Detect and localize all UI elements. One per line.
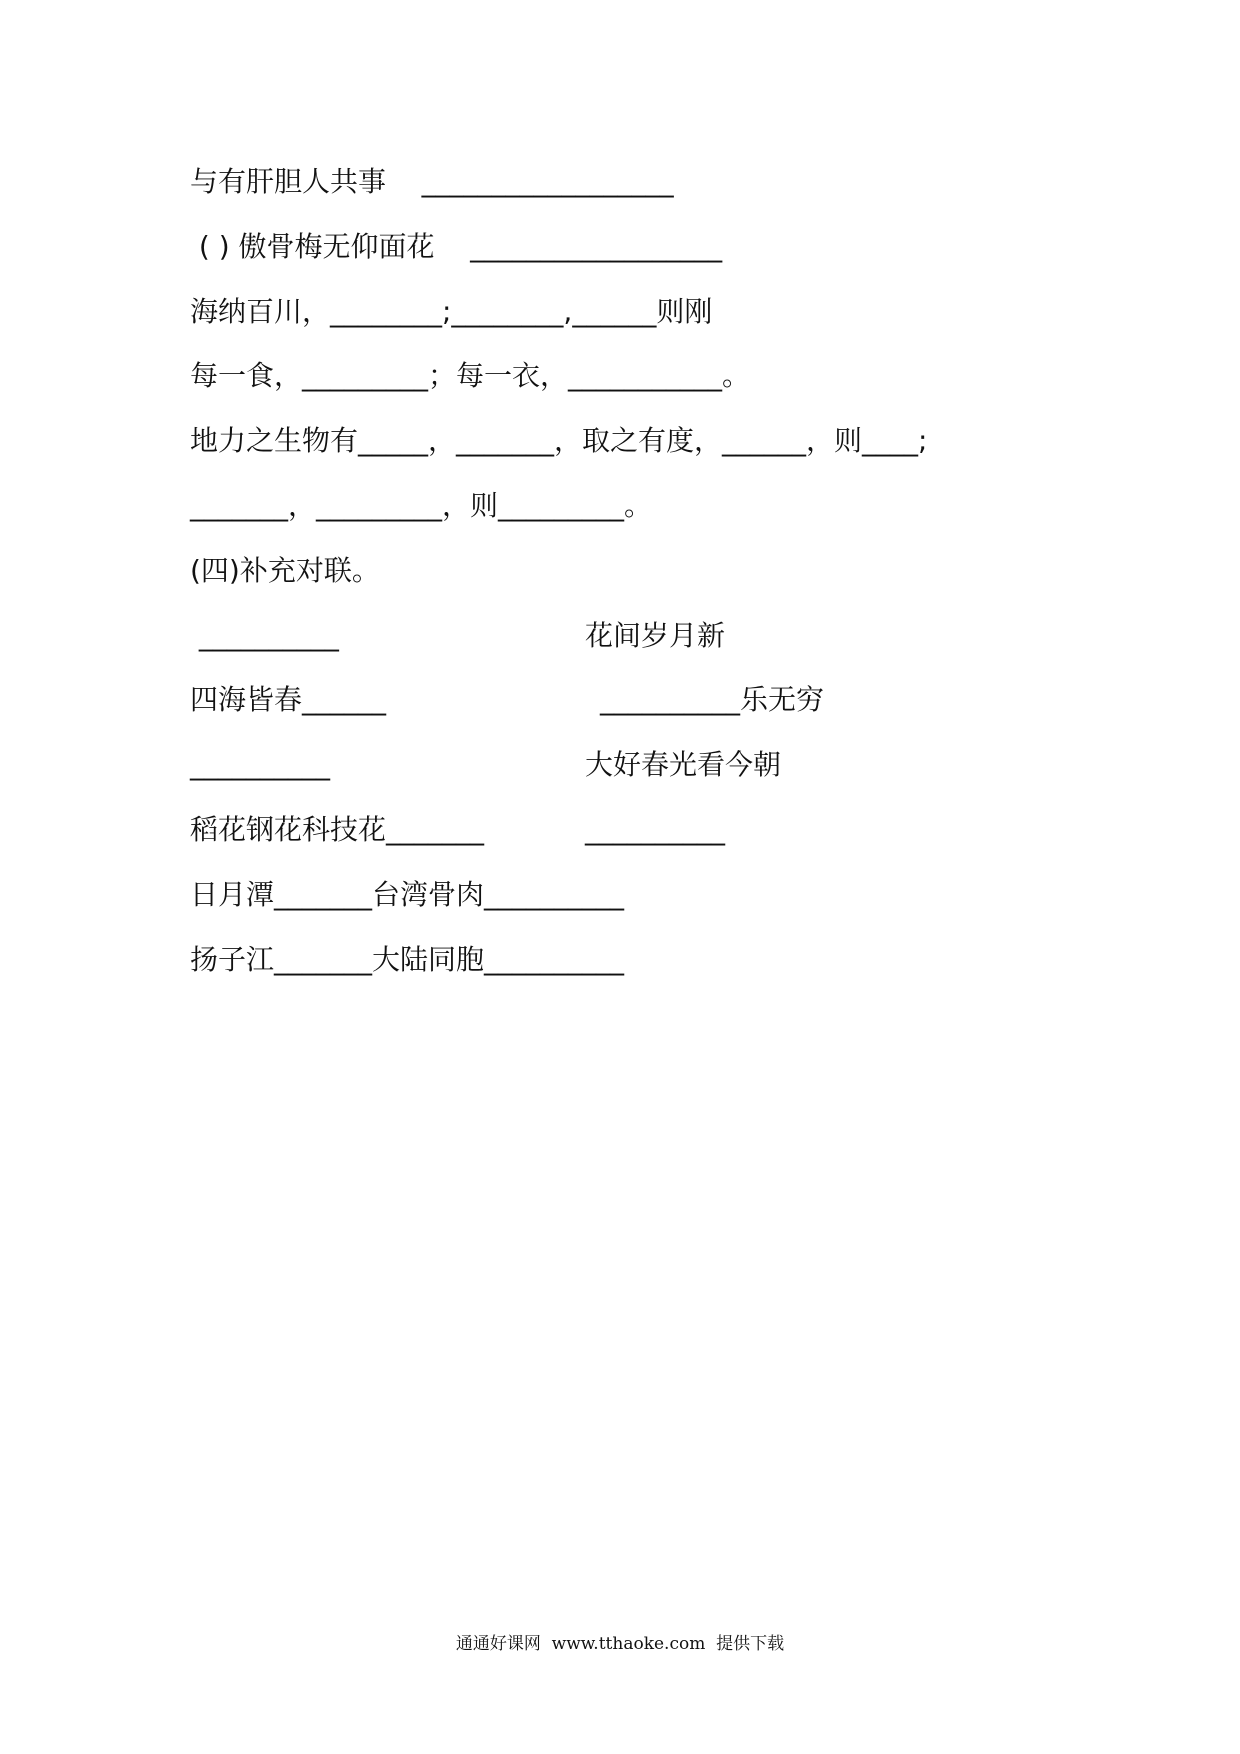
couplet-left-3: __________ [190,748,330,781]
couplet-right-4: __________ [585,813,725,846]
couplet-left-1: __________ [190,619,339,652]
footer-text: 通通好课网 www.tthaoke.com 提供下载 [455,1634,785,1654]
tail-line-2: 扬子江_______大陆同胞__________ [190,943,625,976]
couplet-right-1: 花间岁月新 [585,619,726,652]
line-5: 地力之生物有_____，_______，取之有度，______，则____; [190,424,928,457]
couplet-left-2: 四海皆春______ [190,683,387,716]
couplet-right-2: __________乐无穷 [600,683,825,716]
line-2: ( ) 傲骨梅无仰面花 __________________ [190,230,723,263]
tail-line-1: 日月潭_______台湾骨肉__________ [190,878,625,911]
section-heading: (四)补充对联。 [190,554,380,587]
line-6: _______，_________，则_________。 [190,489,653,522]
couplet-left-4: 稻花钢花科技花_______ [190,813,485,846]
line-3: 海纳百川，________;________,______则刚 [190,295,713,328]
couplet-right-3: 大好春光看今朝 [585,748,782,781]
line-4: 每一食，_________；每一衣，___________。 [190,359,751,392]
line-1: 与有肝胆人共事 __________________ [190,165,674,198]
